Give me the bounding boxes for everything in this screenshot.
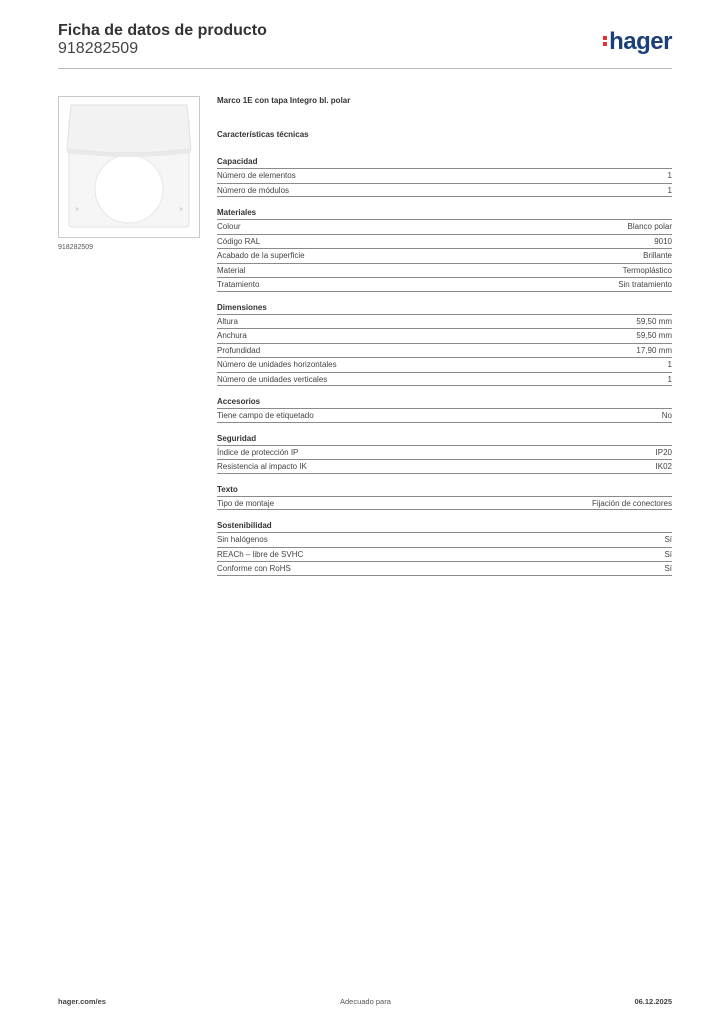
spec-label: Tratamiento [217, 280, 260, 289]
spec-row [217, 532, 672, 547]
spec-value: Brillante [643, 251, 672, 260]
page-title: Ficha de datos de producto [58, 22, 267, 39]
spec-row [217, 234, 672, 249]
product-number: 918282509 [58, 40, 139, 57]
spec-row [217, 372, 672, 387]
spec-label: Número de unidades verticales [217, 374, 328, 384]
spec-label: Tiene campo de etiquetado [217, 411, 314, 420]
spec-value: Fijación de conectores [591, 498, 672, 508]
page-footer [58, 997, 672, 1009]
spec-label: Código RAL [217, 236, 261, 246]
spec-value: 1 [667, 185, 672, 195]
spec-row [217, 496, 672, 511]
spec-value: Sí [664, 564, 672, 573]
spec-value: 1 [667, 171, 672, 180]
spec-row [217, 314, 672, 329]
spec-row [217, 343, 672, 358]
spec-row [217, 248, 672, 263]
spec-row [217, 561, 672, 576]
spec-label: Índice de protección IP [217, 447, 299, 457]
spec-label: Altura [217, 316, 238, 326]
logo-dots-icon [603, 34, 607, 48]
spec-value: 9010 [654, 236, 672, 246]
footer-date: 06.12.2025 [634, 997, 672, 1006]
spec-row [217, 547, 672, 562]
spec-label: REACh – libre de SVHC [217, 549, 304, 559]
spec-label: Número de módulos [217, 185, 290, 195]
footer-suitable-for: Adecuado para [340, 997, 391, 1006]
spec-value: Blanco polar [627, 222, 672, 231]
spec-row [217, 445, 672, 460]
spec-label: Número de elementos [217, 171, 296, 180]
spec-label: Conforme con RoHS [217, 564, 291, 573]
spec-label: Profundidad [217, 345, 261, 355]
section-title: Seguridad [217, 433, 257, 443]
spec-row [217, 328, 672, 343]
spec-value: 17,90 mm [636, 345, 672, 355]
spec-value: 1 [667, 374, 672, 384]
spec-value: No [661, 411, 672, 420]
section-title: Sostenibilidad [217, 521, 272, 530]
spec-row [217, 183, 672, 198]
section-title: Texto [217, 484, 238, 494]
footer-website-link[interactable]: hager.com/es [58, 997, 106, 1006]
tech-characteristics-title: Características técnicas [217, 130, 309, 139]
spec-label: Número de unidades horizontales [217, 360, 337, 369]
spec-label: Colour [217, 222, 241, 231]
spec-row [217, 357, 672, 372]
spec-label: Sin halógenos [217, 535, 268, 544]
spec-row [217, 459, 672, 474]
page-header [58, 22, 672, 68]
spec-row [217, 408, 672, 423]
section-title: Capacidad [217, 157, 258, 166]
product-name: Marco 1E con tapa Integro bl. polar [217, 96, 351, 105]
spec-row [217, 219, 672, 234]
image-caption: 918282509 [58, 244, 94, 251]
spec-value: Sin tratamiento [618, 280, 672, 289]
spec-value: Sí [664, 535, 672, 544]
product-frame-with-lid-icon [59, 97, 199, 237]
spec-value: 59,50 mm [636, 316, 672, 326]
spec-value: 1 [667, 360, 672, 369]
section-title: Accesorios [217, 397, 261, 406]
spec-row [217, 168, 672, 183]
spec-value: Termoplástico [622, 265, 672, 275]
spec-value: Sí [664, 549, 672, 559]
logo-text: hager [609, 28, 672, 55]
spec-value: 59,50 mm [636, 331, 672, 340]
spec-label: Material [217, 265, 246, 275]
spec-row [217, 263, 672, 278]
header-divider [58, 68, 672, 69]
spec-label: Tipo de montaje [217, 498, 275, 508]
spec-label: Anchura [217, 331, 247, 340]
spec-label: Acabado de la superficie [217, 251, 305, 260]
section-title: Dimensiones [217, 302, 267, 312]
section-title: Materiales [217, 208, 257, 217]
spec-row [217, 277, 672, 292]
spec-value: IP20 [655, 447, 672, 457]
product-image [58, 96, 200, 238]
spec-value: IK02 [655, 462, 672, 471]
spec-label: Resistencia al impacto IK [217, 462, 307, 471]
hager-logo [603, 28, 672, 56]
